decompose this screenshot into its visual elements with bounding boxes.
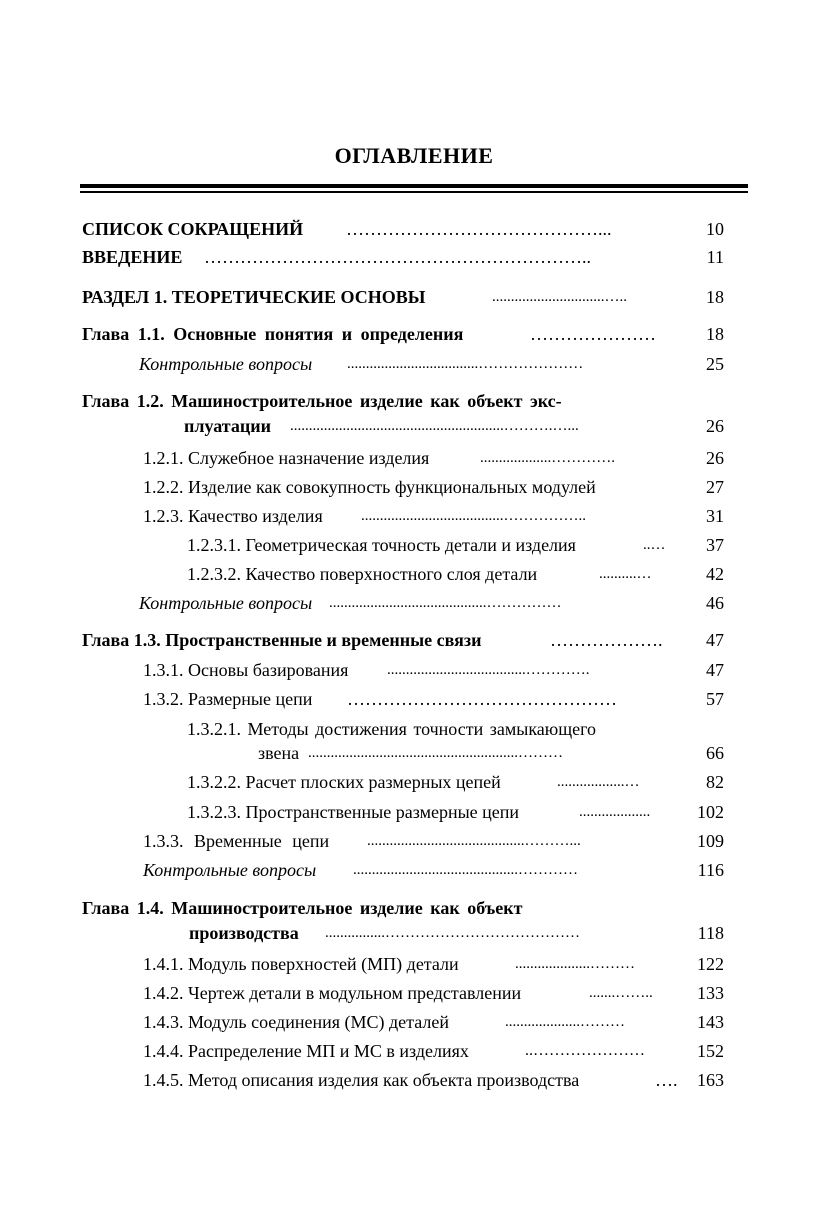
- toc-entry-label: 1.3.2.1. Методы достижения точности замыкающего: [187, 719, 597, 739]
- toc-page-number: 143: [697, 1012, 724, 1032]
- toc-entry-label: 1.2.3.1. Геометрическая точность детали и изделия: [187, 535, 576, 555]
- toc-leader: ………………………………………………………..: [204, 247, 591, 267]
- toc-entry-label: звена: [258, 743, 300, 763]
- toc-entry-label: Глава 1.1. Основные понятия и определения: [82, 324, 464, 344]
- toc-page-number: 116: [697, 860, 724, 880]
- toc-leader: .......……..: [589, 985, 653, 1001]
- page-title: ОГЛАВЛЕНИЕ: [334, 143, 494, 168]
- toc-page-number: 27: [706, 477, 724, 497]
- toc-entry-label: 1.3.2.2. Расчет плоских размерных цепей: [187, 772, 501, 792]
- toc-leader: ............................................…………: [353, 862, 578, 878]
- toc-page-number: 25: [706, 354, 724, 374]
- toc-leader: .....................................………….: [387, 662, 590, 678]
- toc-page-number: 66: [706, 743, 724, 763]
- toc-leader: ..........…: [599, 566, 652, 582]
- toc-page-number: 46: [706, 593, 724, 613]
- toc-leader: ..........................................………...: [367, 833, 581, 849]
- toc-entry-label: Контрольные вопросы: [143, 860, 317, 880]
- toc-page-number: 163: [697, 1070, 724, 1090]
- toc-leader: ......................................……………..: [361, 508, 586, 524]
- toc-page-number: 37: [706, 535, 724, 555]
- toc-entry-label: 1.4.4. Распределение МП и МС в изделиях: [143, 1041, 469, 1061]
- toc-leader: …………………: [530, 324, 656, 344]
- toc-entry-label: ВВЕДЕНИЕ: [82, 247, 183, 267]
- toc-page-number: 57: [706, 689, 724, 709]
- toc-entry-label: Глава 1.4. Машиностроительное изделие как объект: [82, 898, 523, 918]
- toc-entry-label: 1.3.3. Временные цепи: [143, 831, 330, 851]
- toc-entry-label: 1.4.5. Метод описания изделия как объекта производства: [143, 1070, 580, 1090]
- toc-leader: ...................………….: [480, 450, 615, 466]
- toc-page-number: 11: [706, 247, 724, 267]
- toc-page-number: 82: [706, 772, 724, 792]
- toc-page-number: 31: [706, 506, 724, 526]
- toc-entry-label: СПИСОК СОКРАЩЕНИЙ: [82, 219, 304, 239]
- toc-entry-label: 1.4.3. Модуль соединения (МС) деталей: [143, 1012, 449, 1032]
- toc-page-number: 26: [706, 448, 724, 468]
- toc-page-number: 122: [697, 954, 724, 974]
- toc-leader: ………………………………………: [347, 689, 617, 709]
- toc-entry-label: 1.4.2. Чертеж детали в модульном представлении: [143, 983, 522, 1003]
- title-rule-thick: [80, 184, 748, 188]
- toc-entry-label: 1.2.1. Служебное назначение изделия: [143, 448, 430, 468]
- toc-page-number: 10: [706, 219, 724, 239]
- toc-leader: ..................…: [557, 774, 640, 790]
- toc-leader: ....................………: [505, 1014, 625, 1030]
- toc-leader: ...................: [579, 804, 651, 820]
- toc-page-number: 152: [697, 1041, 724, 1061]
- toc-leader: ……………….: [550, 630, 663, 650]
- toc-entry-label: Глава 1.2. Машиностроительное изделие как объект экс-: [82, 391, 562, 411]
- toc-leader: ……………………………………...: [346, 219, 612, 239]
- toc-page-number: 109: [697, 831, 724, 851]
- toc-leader: ..............................…..: [492, 289, 627, 305]
- toc-entry-label: производства: [189, 923, 299, 943]
- toc-page-number: 47: [706, 630, 724, 650]
- toc-leader: ..........................................……………: [329, 595, 562, 611]
- toc-leader: ........................................................………: [308, 745, 563, 761]
- toc-page-number: 133: [697, 983, 724, 1003]
- toc-page-number: 42: [706, 564, 724, 584]
- toc-entry-label: 1.2.2. Изделие как совокупность функциональных модулей: [143, 477, 596, 497]
- toc-page-number: 118: [697, 923, 724, 943]
- toc-leader: ..…: [643, 537, 666, 553]
- toc-leader: ................…………………………………: [325, 925, 580, 941]
- toc-page-number: 18: [706, 324, 724, 344]
- toc-leader: .........................................................……….…...: [290, 418, 579, 434]
- toc-entry-label: Контрольные вопросы: [139, 354, 313, 374]
- title-rule-thin: [80, 191, 748, 193]
- toc-leader: ...................................…………………: [347, 356, 584, 372]
- toc-leader: ….: [655, 1070, 678, 1090]
- toc-page-number: 102: [697, 802, 724, 822]
- toc-page-number: 47: [706, 660, 724, 680]
- toc-entry-label: 1.3.2.3. Пространственные размерные цепи: [187, 802, 520, 822]
- toc-entry-label: Контрольные вопросы: [139, 593, 313, 613]
- toc-entry-label: 1.2.3. Качество изделия: [143, 506, 323, 526]
- toc-entry-label: 1.3.2. Размерные цепи: [143, 689, 313, 709]
- toc-page-number: 18: [706, 287, 724, 307]
- toc-entry-label: РАЗДЕЛ 1. ТЕОРЕТИЧЕСКИЕ ОСНОВЫ: [82, 287, 426, 307]
- toc-entry-label: Глава 1.3. Пространственные и временные связи: [82, 630, 482, 650]
- toc-leader: ....................………: [515, 956, 635, 972]
- toc-entry-label: 1.2.3.2. Качество поверхностного слоя детали: [187, 564, 538, 584]
- toc-leader: ..…………………: [525, 1042, 645, 1059]
- toc-entry-label: 1.4.1. Модуль поверхностей (МП) детали: [143, 954, 459, 974]
- toc-entry-label: плуатации: [184, 416, 271, 436]
- toc-page-number: 26: [706, 416, 724, 436]
- toc-entry-label: 1.3.1. Основы базирования: [143, 660, 349, 680]
